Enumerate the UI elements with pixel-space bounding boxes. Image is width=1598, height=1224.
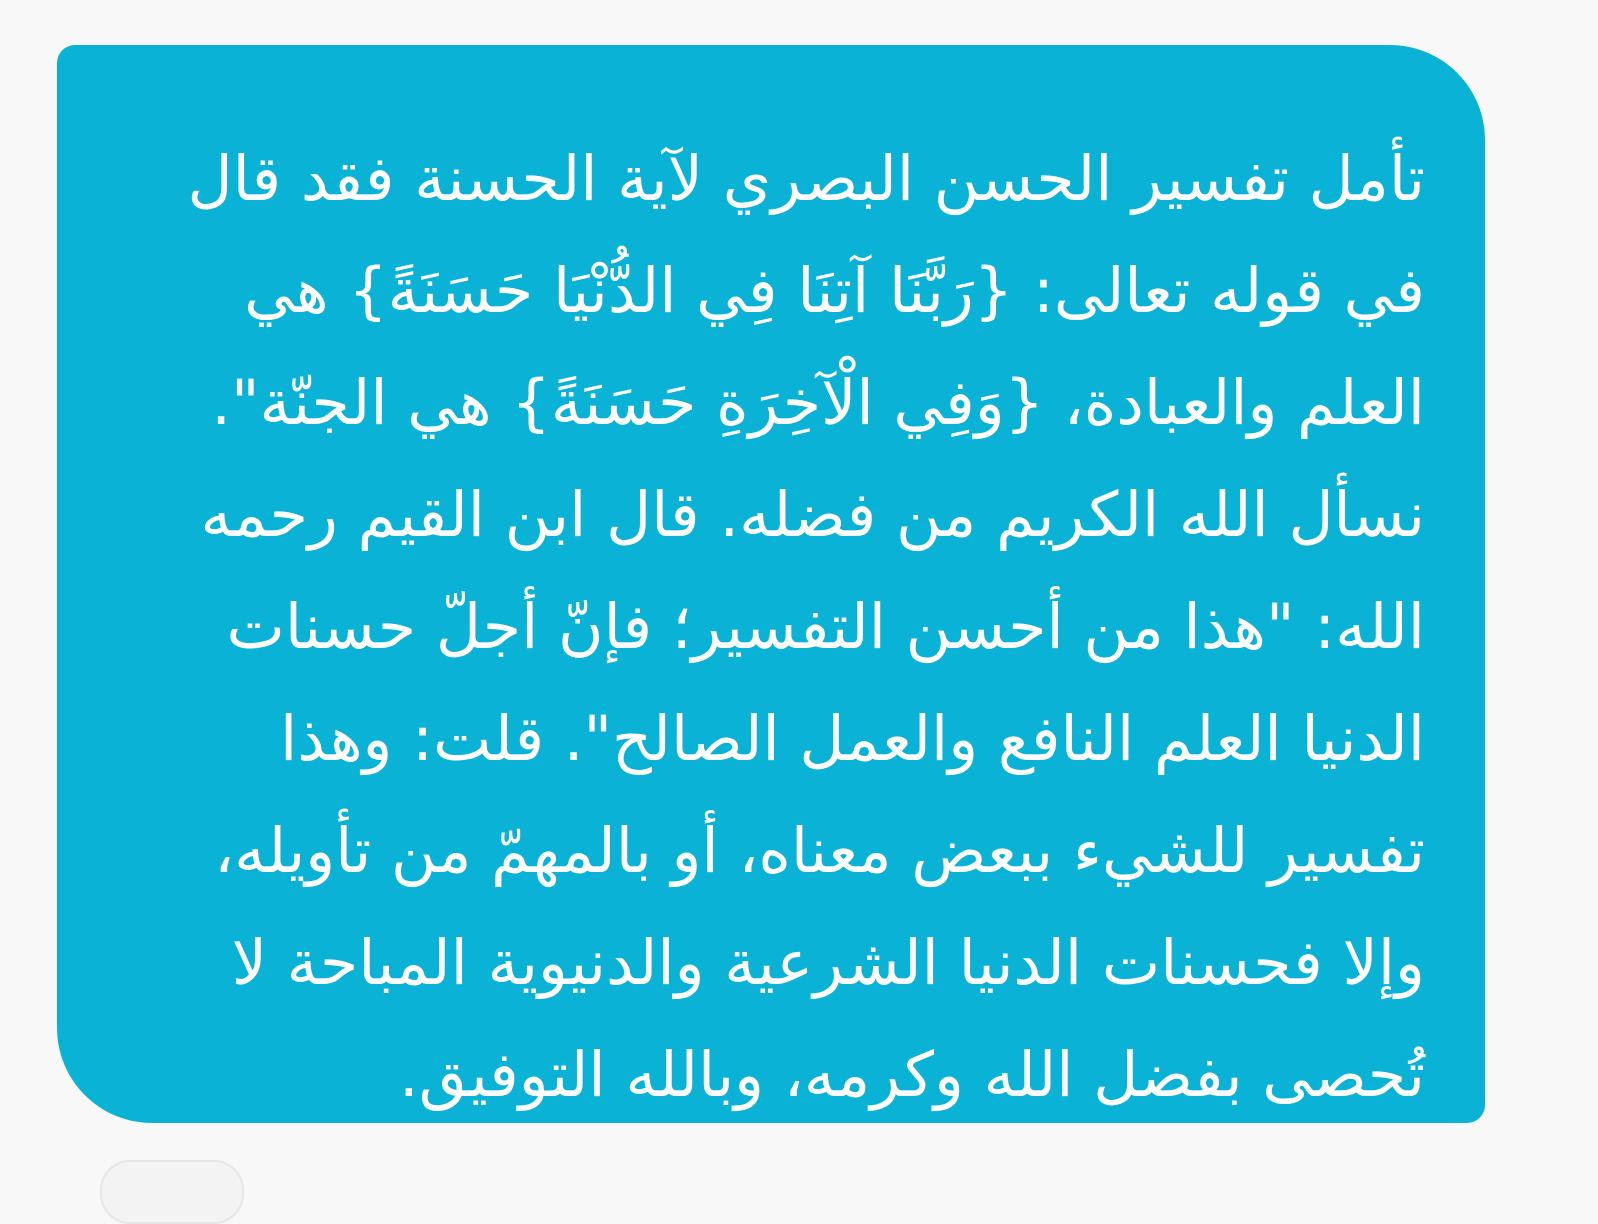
message-line: وإلا فحسنات الدنيا الشرعية والدنيوية المباحة لا bbox=[231, 926, 1425, 999]
message-text bbox=[115, 123, 1425, 1131]
partial-bubble-below bbox=[100, 1160, 244, 1224]
message-line: العلم والعبادة، {وَفِي الْآخِرَةِ حَسَنَةً} هي الجنّة". bbox=[211, 366, 1425, 439]
message-line: تفسير للشيء ببعض معناه، أو بالمهمّ من تأويله، bbox=[214, 814, 1425, 887]
message-line: تأمل تفسير الحسن البصري لآية الحسنة فقد قال bbox=[187, 142, 1425, 215]
message-line: الله: "هذا من أحسن التفسير؛ فإنّ أجلّ حسنات bbox=[226, 590, 1425, 663]
message-line: الدنيا العلم النافع والعمل الصالح". قلت: وهذا bbox=[280, 702, 1425, 775]
message-bubble[interactable] bbox=[57, 45, 1485, 1123]
message-line: تُحصى بفضل الله وكرمه، وبالله التوفيق. bbox=[399, 1038, 1425, 1111]
message-line: في قوله تعالى: {رَبَّنَا آتِنَا فِي الدُّنْيَا حَسَنَةً} هي bbox=[244, 254, 1425, 327]
message-line: نسأل الله الكريم من فضله. قال ابن القيم رحمه bbox=[200, 478, 1425, 551]
